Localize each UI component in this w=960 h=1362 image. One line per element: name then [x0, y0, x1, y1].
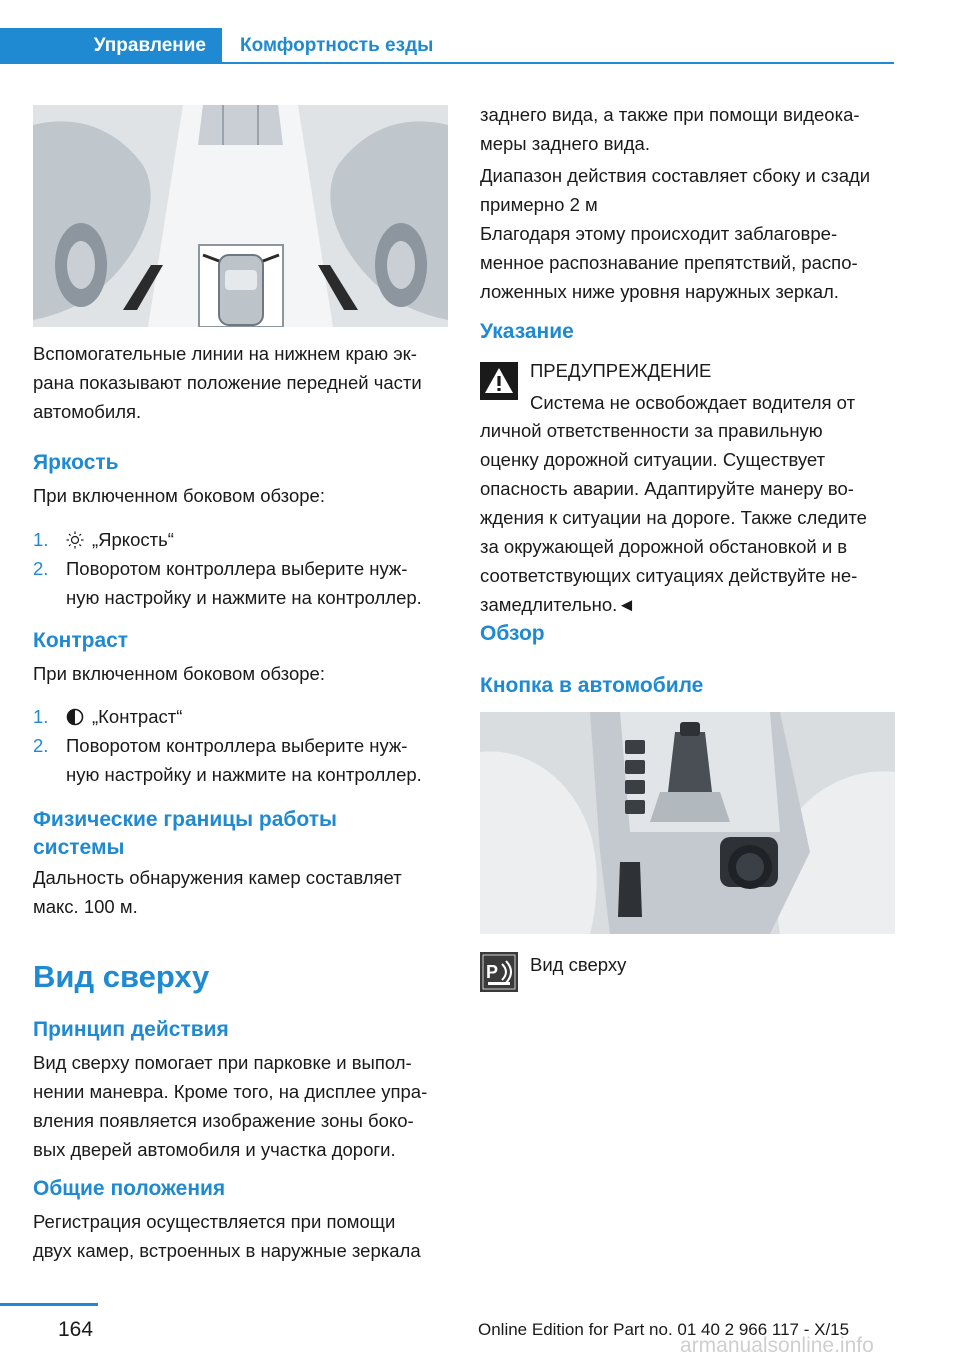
- warning-line: за окружающей дорожной обстановкой и в: [480, 536, 848, 557]
- warning-line: ждения к ситуации на дороге. Также следите: [480, 507, 867, 528]
- footer-rule: [0, 1303, 98, 1306]
- warning-line: личной ответственности за правильную: [480, 420, 823, 441]
- illustration-caption: [33, 339, 448, 426]
- continued-line: заднего вида, а также при помощи видеока-: [480, 104, 860, 125]
- footer-edition: Online Edition for Part no. 01 40 2 966 117 - X/15: [478, 1320, 850, 1339]
- warning-title: ПРЕДУПРЕЖДЕНИЕ: [530, 360, 712, 381]
- sun-icon: [66, 531, 84, 549]
- note-heading: Указание: [480, 320, 574, 343]
- general-line: Регистрация осуществляется при помощи: [33, 1211, 396, 1232]
- principle-heading: Принцип действия: [33, 1018, 229, 1041]
- range-line: Диапазон действия составляет сбоку и сзади: [480, 165, 871, 186]
- step-text: „Яркость“: [92, 529, 174, 550]
- benefit-line: ложенных ниже уровня наружных зеркал.: [480, 281, 839, 302]
- benefit-line: менное распознавание препятствий, распо-: [480, 252, 858, 273]
- limits-heading-line: системы: [33, 836, 125, 859]
- general-text: [33, 1207, 421, 1265]
- brightness-intro: При включенном боковом обзоре:: [33, 485, 325, 506]
- header-tab-active-label: Управление: [93, 35, 206, 56]
- limits-line: Дальность обнаружения камер составляет: [33, 867, 402, 888]
- step-text: ную настройку и нажмите на контроллер.: [66, 587, 422, 608]
- top-view-button-label: Вид сверху: [530, 954, 627, 975]
- range-line: примерно 2 м: [480, 194, 598, 215]
- limits-text: [33, 863, 402, 921]
- right-column: [480, 0, 895, 1300]
- warning-line: замедлительно.◄: [480, 594, 636, 615]
- watermark: armanualsonline.info: [680, 1334, 874, 1357]
- warning-text: [480, 416, 867, 619]
- step-number: 1.: [33, 706, 49, 727]
- step-text: ную настройку и нажмите на контроллер.: [66, 764, 422, 785]
- limits-heading-line: Физические границы работы: [33, 808, 337, 831]
- header-tab-inactive-label: Комфортность езды: [240, 35, 434, 56]
- warning-first-line: Система не освобождает водителя от: [530, 392, 856, 413]
- limits-line: макс. 100 м.: [33, 896, 138, 917]
- warning-line: опасность аварии. Адаптируйте манеру во-: [480, 478, 854, 499]
- limits-heading: [33, 806, 337, 862]
- step-text: Поворотом контроллера выберите нуж-: [66, 735, 408, 756]
- principle-line: нении маневра. Кроме того, на дисплее упра-: [33, 1081, 428, 1102]
- car-console-illustration: [480, 712, 895, 934]
- brightness-heading: Яркость: [33, 451, 119, 474]
- overview-heading: Обзор: [480, 622, 545, 645]
- caption-line: автомобиля.: [33, 401, 142, 422]
- contrast-heading: Контраст: [33, 629, 129, 652]
- step-text: Поворотом контроллера выберите нуж-: [66, 558, 408, 579]
- button-in-car-heading: Кнопка в автомобиле: [480, 674, 704, 697]
- warning-icon: [480, 362, 518, 400]
- top-view-button-icon: [480, 952, 518, 992]
- principle-text: [33, 1048, 427, 1164]
- benefit-line: Благодаря этому происходит заблаговре-: [480, 223, 838, 244]
- caption-line: Вспомогательные линии на нижнем краю эк-: [33, 343, 417, 364]
- principle-line: вления появляется изображение зоны боко-: [33, 1110, 414, 1131]
- principle-line: Вид сверху помогает при парковке и выпол-: [33, 1052, 412, 1073]
- contrast-intro: При включенном боковом обзоре:: [33, 663, 325, 684]
- step-number: 2.: [33, 558, 49, 579]
- caption-line: рана показывают положение передней части: [33, 372, 422, 393]
- continued-line: меры заднего вида.: [480, 133, 650, 154]
- contrast-icon: [66, 708, 84, 726]
- warning-line: оценку дорожной ситуации. Существует: [480, 449, 826, 470]
- top-view-heading: Вид сверху: [33, 959, 210, 994]
- svg-text:P: P: [486, 962, 499, 982]
- step-number: 1.: [33, 529, 49, 550]
- general-heading: Общие положения: [33, 1177, 226, 1200]
- step-text: „Контраст“: [92, 706, 183, 727]
- general-line: двух камер, встроенных в наружные зеркала: [33, 1240, 421, 1261]
- parking-guide-illustration: [33, 105, 448, 327]
- benefit-text: [480, 219, 858, 306]
- left-column: [33, 0, 448, 1300]
- warning-line: соответствующих ситуациях действуйте не-: [480, 565, 858, 586]
- range-text: [480, 161, 870, 219]
- step-number: 2.: [33, 735, 49, 756]
- page-number: 164: [58, 1318, 94, 1341]
- principle-line: вых дверей автомобиля и участка дороги.: [33, 1139, 396, 1160]
- continued-text: [480, 100, 860, 158]
